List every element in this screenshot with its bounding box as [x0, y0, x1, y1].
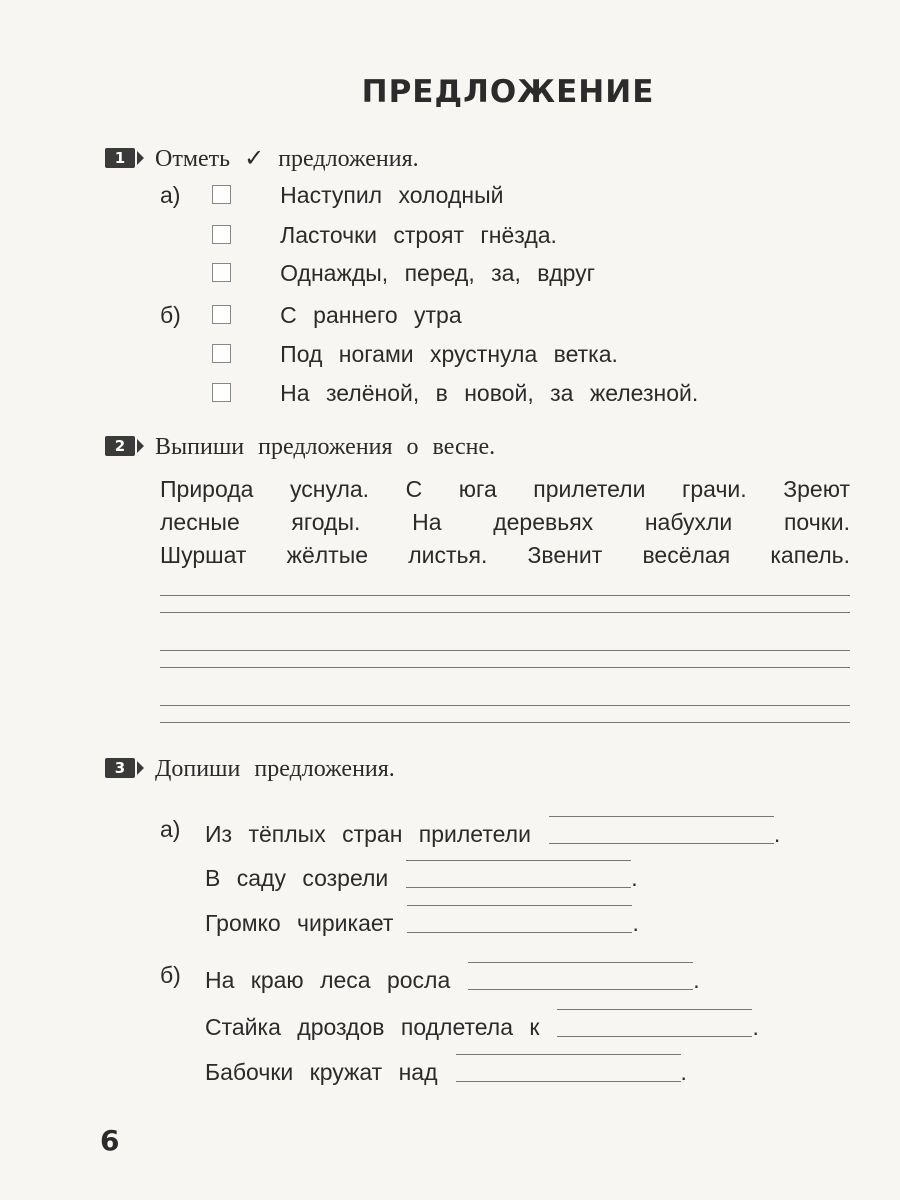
sentence-text: Громко чирикает [205, 910, 394, 936]
answer-blank[interactable] [407, 905, 632, 933]
period: . [752, 1014, 759, 1040]
checkbox[interactable] [212, 263, 231, 282]
option-text: Однажды, перед, за, вдруг [280, 260, 596, 286]
sentence-text: Из тёплых стран прилетели [205, 821, 531, 847]
option-row [212, 341, 618, 368]
writing-line[interactable] [160, 612, 850, 613]
option-row [212, 222, 557, 249]
option-text: Под ногами хрустнула ветка. [280, 341, 618, 367]
task-number-badge: 2 [105, 436, 135, 456]
answer-blank[interactable] [406, 860, 631, 888]
checkbox[interactable] [212, 383, 231, 402]
option-text: На зелёной, в новой, за железной. [280, 380, 699, 406]
checkbox[interactable] [212, 344, 231, 363]
sentence-row [205, 1054, 687, 1086]
task-3-header [105, 756, 395, 783]
checkbox[interactable] [212, 225, 231, 244]
text-line: Природа уснула. С юга прилетели грачи. Зреют [160, 476, 850, 502]
period: . [693, 967, 700, 993]
period: . [680, 1059, 687, 1085]
option-row [212, 380, 698, 407]
option-row [212, 260, 595, 287]
checkbox[interactable] [212, 185, 231, 204]
answer-blank[interactable] [468, 962, 693, 990]
text-line: лесные ягоды. На деревьях набухли почки. [160, 509, 850, 535]
sentence-row [205, 816, 780, 848]
period: . [773, 821, 781, 847]
option-row [212, 182, 503, 209]
sentence-text: В саду созрели [205, 865, 389, 891]
option-row [212, 302, 462, 329]
text-line: Шуршат жёлтые листья. Звенит весёлая капель. [160, 542, 850, 568]
sentence-text: На краю леса росла [205, 967, 451, 993]
option-text: Наступил холодный [280, 182, 504, 208]
writing-line[interactable] [160, 705, 850, 706]
task-1-header [105, 144, 419, 173]
task-number-badge: 1 [105, 148, 135, 168]
group-label: а) [160, 816, 181, 842]
period: . [632, 910, 639, 936]
task-instruction: Выпиши предложения о весне. [155, 434, 496, 460]
sentence-text: Бабочки кружат над [205, 1059, 438, 1085]
period: . [631, 865, 638, 891]
option-text: Ласточки строят гнёзда. [280, 222, 557, 248]
writing-line[interactable] [160, 722, 850, 723]
group-label: б) [160, 302, 181, 328]
task-number-badge: 3 [105, 758, 135, 778]
sentence-row [205, 1009, 759, 1041]
task-instruction: Допиши предложения. [155, 756, 395, 782]
answer-blank[interactable] [557, 1009, 752, 1037]
writing-line[interactable] [160, 650, 850, 651]
writing-line[interactable] [160, 667, 850, 668]
answer-blank[interactable] [549, 816, 774, 844]
sentence-row [205, 905, 639, 937]
sentence-row [205, 962, 700, 994]
sentence-row [205, 860, 638, 892]
checkbox[interactable] [212, 305, 231, 324]
writing-line[interactable] [160, 595, 850, 596]
page-title: ПРЕДЛОЖЕНИЕ [361, 74, 655, 110]
page-number: 6 [100, 1124, 120, 1157]
sentence-text: Стайка дроздов подлетела к [205, 1014, 540, 1040]
answer-blank[interactable] [456, 1054, 681, 1082]
task-2-header [105, 434, 495, 461]
task-instruction: Отметь ✓ предложения. [155, 146, 419, 172]
group-label: б) [160, 962, 181, 988]
option-text: С раннего утра [280, 302, 462, 328]
group-label: а) [160, 182, 181, 208]
